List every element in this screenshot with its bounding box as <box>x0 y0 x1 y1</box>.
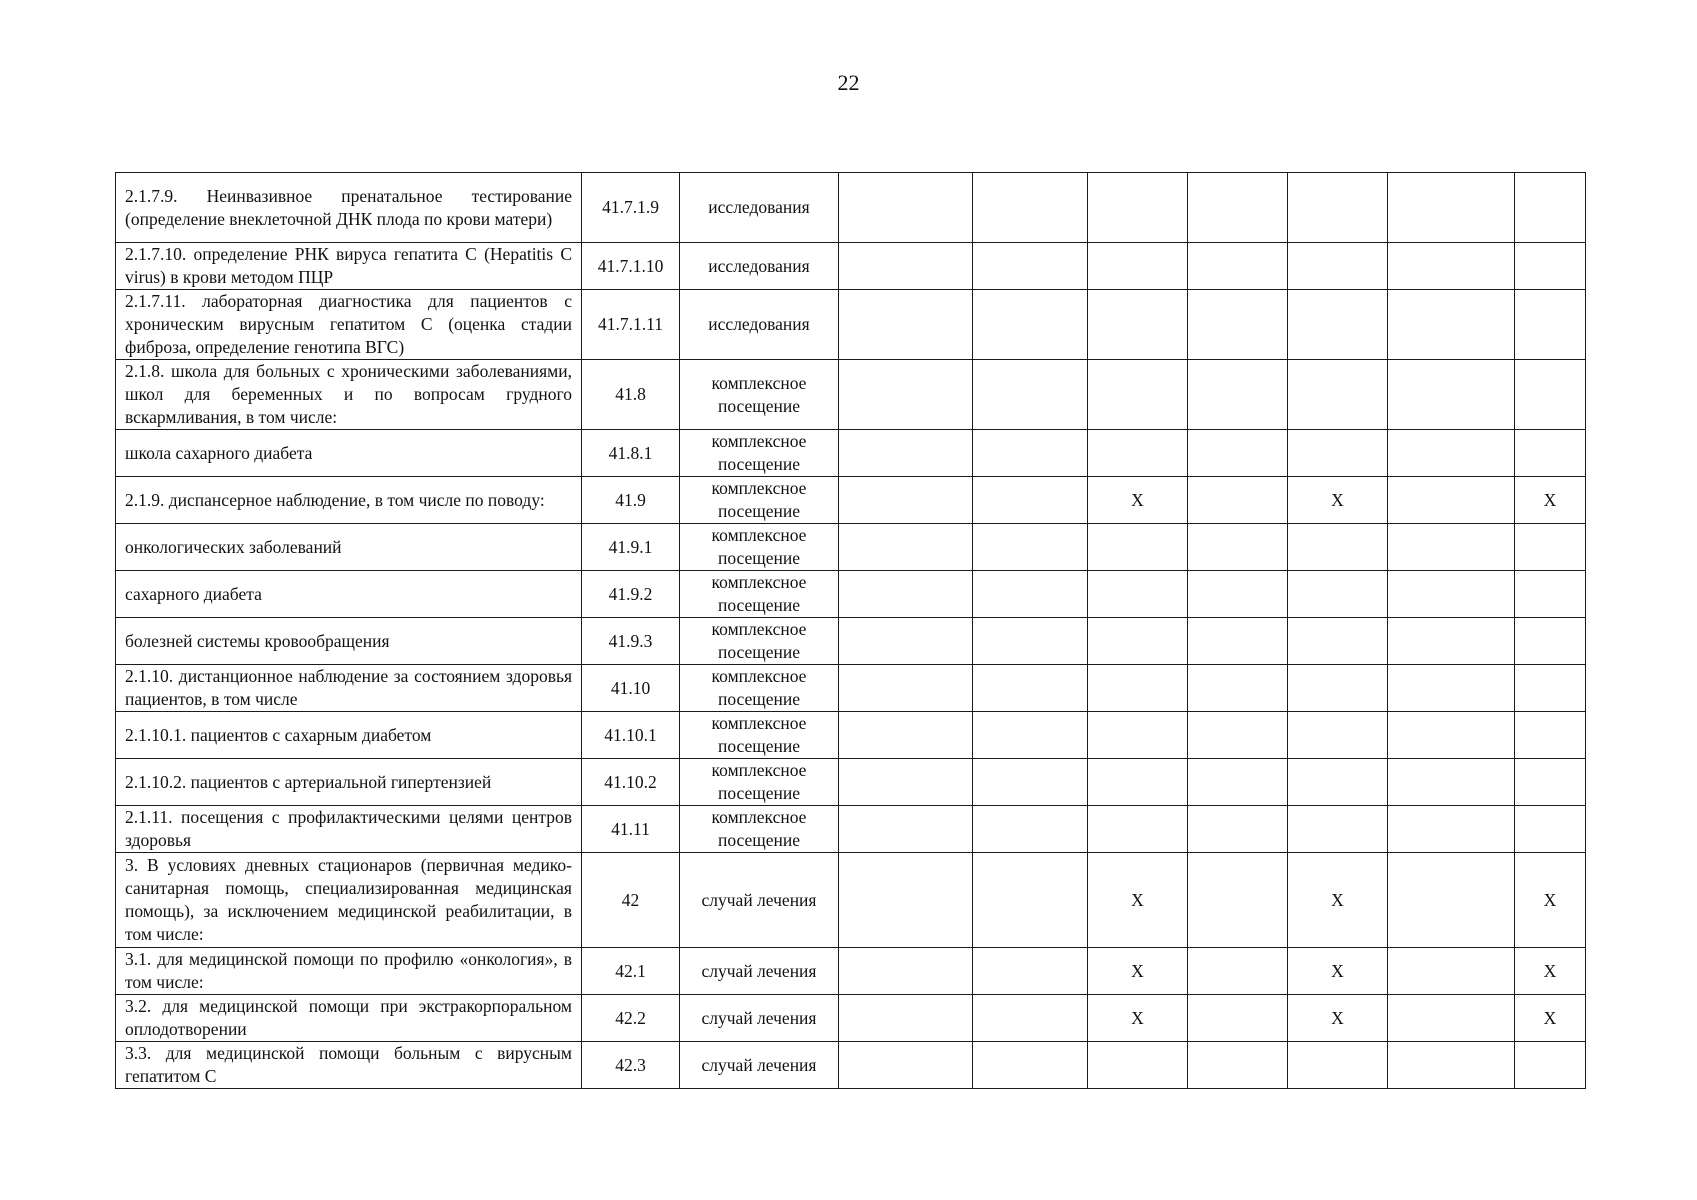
value-cell <box>1288 759 1388 806</box>
row-unit-cell: исследования <box>680 173 839 243</box>
value-cell <box>1515 759 1586 806</box>
value-cell <box>1388 759 1515 806</box>
row-code-cell: 41.7.1.11 <box>582 290 680 360</box>
table-row <box>116 430 1586 477</box>
row-code-cell: 41.7.1.9 <box>582 173 680 243</box>
value-cell <box>973 759 1088 806</box>
row-name-cell: 2.1.7.9. Неинвазивное пренатальное тестирование (определение внеклеточной ДНК плода по крови матери) <box>116 173 582 243</box>
row-code-cell: 41.10.1 <box>582 712 680 759</box>
value-cell <box>1515 618 1586 665</box>
value-cell <box>1515 524 1586 571</box>
row-code-cell: 42.1 <box>582 948 680 995</box>
value-cell <box>1088 571 1188 618</box>
row-unit-cell: исследования <box>680 290 839 360</box>
value-cell: Х <box>1088 948 1188 995</box>
value-cell <box>1288 571 1388 618</box>
value-cell <box>1088 1042 1188 1089</box>
row-unit-cell: комплексное посещение <box>680 571 839 618</box>
value-cell <box>1088 806 1188 853</box>
row-code-cell: 41.8 <box>582 360 680 430</box>
row-code-cell: 42.3 <box>582 1042 680 1089</box>
table-row <box>116 571 1586 618</box>
value-cell <box>1188 243 1288 290</box>
value-cell: Х <box>1288 995 1388 1042</box>
table-row <box>116 360 1586 430</box>
table-row <box>116 712 1586 759</box>
value-cell <box>1188 524 1288 571</box>
row-code-cell: 42.2 <box>582 995 680 1042</box>
row-name-cell: 2.1.7.10. определение РНК вируса гепатита С (Hepatitis C virus) в крови методом ПЦР <box>116 243 582 290</box>
value-cell <box>1088 759 1188 806</box>
row-name-cell: 2.1.10.2. пациентов с артериальной гипертензией <box>116 759 582 806</box>
value-cell <box>1515 243 1586 290</box>
data-table <box>115 172 1586 1089</box>
value-cell <box>973 571 1088 618</box>
value-cell <box>1088 360 1188 430</box>
value-cell <box>973 995 1088 1042</box>
row-name-cell: 2.1.7.11. лабораторная диагностика для пациентов с хроническим вирусным гепатитом С (оценка стадии фиброза, определение генотипа ВГС) <box>116 290 582 360</box>
value-cell <box>1388 618 1515 665</box>
value-cell <box>1388 1042 1515 1089</box>
value-cell <box>1388 173 1515 243</box>
value-cell <box>839 360 973 430</box>
row-unit-cell: комплексное посещение <box>680 477 839 524</box>
value-cell: Х <box>1288 948 1388 995</box>
row-code-cell: 41.11 <box>582 806 680 853</box>
value-cell <box>1515 173 1586 243</box>
value-cell <box>1388 477 1515 524</box>
row-code-cell: 41.10 <box>582 665 680 712</box>
value-cell <box>1388 524 1515 571</box>
value-cell: Х <box>1515 853 1586 948</box>
table-row <box>116 995 1586 1042</box>
value-cell <box>1515 806 1586 853</box>
value-cell <box>1388 243 1515 290</box>
row-unit-cell: комплексное посещение <box>680 360 839 430</box>
value-cell <box>1188 759 1288 806</box>
value-cell <box>1288 712 1388 759</box>
value-cell <box>839 618 973 665</box>
value-cell <box>973 290 1088 360</box>
row-code-cell: 41.9.1 <box>582 524 680 571</box>
row-unit-cell: комплексное посещение <box>680 712 839 759</box>
page-number: 22 <box>837 70 860 95</box>
row-code-cell: 41.9 <box>582 477 680 524</box>
value-cell <box>839 477 973 524</box>
value-cell <box>1088 173 1188 243</box>
row-unit-cell: случай лечения <box>680 995 839 1042</box>
value-cell <box>839 1042 973 1089</box>
row-name-cell: онкологических заболеваний <box>116 524 582 571</box>
value-cell <box>1388 853 1515 948</box>
table-row <box>116 1042 1586 1089</box>
row-name-cell: 2.1.9. диспансерное наблюдение, в том числе по поводу: <box>116 477 582 524</box>
value-cell <box>1388 712 1515 759</box>
value-cell <box>1188 665 1288 712</box>
value-cell <box>1088 524 1188 571</box>
value-cell <box>973 360 1088 430</box>
row-name-cell: 3. В условиях дневных стационаров (первичная медико-санитарная помощь, специализированная медицинская помощь), за исключением медицинской реабилитации, в том числе: <box>116 853 582 948</box>
value-cell <box>1288 618 1388 665</box>
table-row <box>116 243 1586 290</box>
value-cell <box>1088 618 1188 665</box>
value-cell <box>1188 618 1288 665</box>
value-cell <box>1515 430 1586 477</box>
value-cell <box>1515 665 1586 712</box>
value-cell: Х <box>1088 477 1188 524</box>
table-row <box>116 665 1586 712</box>
value-cell <box>973 618 1088 665</box>
value-cell <box>1388 290 1515 360</box>
row-unit-cell: комплексное посещение <box>680 759 839 806</box>
value-cell <box>1288 243 1388 290</box>
value-cell <box>1388 995 1515 1042</box>
value-cell <box>1188 995 1288 1042</box>
row-unit-cell: исследования <box>680 243 839 290</box>
value-cell <box>1388 430 1515 477</box>
value-cell <box>1288 524 1388 571</box>
value-cell <box>1188 290 1288 360</box>
row-name-cell: 2.1.10. дистанционное наблюдение за состоянием здоровья пациентов, в том числе <box>116 665 582 712</box>
value-cell <box>1188 712 1288 759</box>
value-cell <box>1388 806 1515 853</box>
row-name-cell: школа сахарного диабета <box>116 430 582 477</box>
table-row <box>116 618 1586 665</box>
row-code-cell: 41.10.2 <box>582 759 680 806</box>
value-cell <box>973 1042 1088 1089</box>
value-cell <box>839 806 973 853</box>
value-cell: Х <box>1288 477 1388 524</box>
value-cell: Х <box>1088 995 1188 1042</box>
value-cell <box>1188 571 1288 618</box>
table-row <box>116 948 1586 995</box>
row-name-cell: 3.1. для медицинской помощи по профилю «онкология», в том числе: <box>116 948 582 995</box>
value-cell <box>839 243 973 290</box>
value-cell <box>1288 430 1388 477</box>
value-cell <box>1388 571 1515 618</box>
row-name-cell: 2.1.8. школа для больных с хроническими заболеваниями, школ для беременных и по вопросам грудного вскармливания, в том числе: <box>116 360 582 430</box>
row-unit-cell: комплексное посещение <box>680 524 839 571</box>
value-cell <box>1388 665 1515 712</box>
value-cell <box>1515 712 1586 759</box>
row-code-cell: 41.9.2 <box>582 571 680 618</box>
value-cell <box>973 665 1088 712</box>
table-row <box>116 759 1586 806</box>
table-row <box>116 524 1586 571</box>
row-code-cell: 41.7.1.10 <box>582 243 680 290</box>
value-cell <box>1388 948 1515 995</box>
value-cell <box>1088 430 1188 477</box>
row-unit-cell: комплексное посещение <box>680 665 839 712</box>
row-unit-cell: случай лечения <box>680 948 839 995</box>
value-cell: Х <box>1288 853 1388 948</box>
value-cell <box>1088 243 1188 290</box>
value-cell <box>839 948 973 995</box>
value-cell <box>1088 712 1188 759</box>
row-unit-cell: комплексное посещение <box>680 430 839 477</box>
value-cell <box>1188 806 1288 853</box>
row-name-cell: 3.2. для медицинской помощи при экстракорпоральном оплодотворении <box>116 995 582 1042</box>
table-row <box>116 806 1586 853</box>
value-cell <box>839 759 973 806</box>
value-cell <box>1515 290 1586 360</box>
value-cell <box>973 853 1088 948</box>
value-cell <box>1088 290 1188 360</box>
value-cell <box>839 712 973 759</box>
value-cell <box>973 430 1088 477</box>
value-cell <box>1188 1042 1288 1089</box>
value-cell: Х <box>1088 853 1188 948</box>
table-row <box>116 477 1586 524</box>
value-cell <box>973 524 1088 571</box>
value-cell <box>1188 430 1288 477</box>
value-cell <box>839 853 973 948</box>
value-cell <box>973 806 1088 853</box>
value-cell <box>973 477 1088 524</box>
value-cell <box>1388 360 1515 430</box>
row-unit-cell: случай лечения <box>680 853 839 948</box>
value-cell <box>1288 806 1388 853</box>
value-cell <box>1288 1042 1388 1089</box>
value-cell <box>1188 173 1288 243</box>
row-name-cell: 3.3. для медицинской помощи больным с вирусным гепатитом С <box>116 1042 582 1089</box>
value-cell <box>1188 948 1288 995</box>
row-code-cell: 41.8.1 <box>582 430 680 477</box>
row-unit-cell: комплексное посещение <box>680 806 839 853</box>
row-code-cell: 41.9.3 <box>582 618 680 665</box>
row-unit-cell: комплексное посещение <box>680 618 839 665</box>
table-row <box>116 290 1586 360</box>
row-name-cell: сахарного диабета <box>116 571 582 618</box>
value-cell <box>1288 290 1388 360</box>
value-cell <box>1188 477 1288 524</box>
value-cell <box>973 243 1088 290</box>
value-cell <box>839 173 973 243</box>
value-cell <box>1088 665 1188 712</box>
value-cell <box>839 290 973 360</box>
value-cell <box>839 524 973 571</box>
value-cell <box>1515 1042 1586 1089</box>
value-cell: Х <box>1515 948 1586 995</box>
row-unit-cell: случай лечения <box>680 1042 839 1089</box>
row-name-cell: болезней системы кровообращения <box>116 618 582 665</box>
value-cell: Х <box>1515 477 1586 524</box>
value-cell <box>973 948 1088 995</box>
value-cell <box>973 712 1088 759</box>
value-cell <box>1288 173 1388 243</box>
value-cell <box>839 665 973 712</box>
value-cell <box>1288 360 1388 430</box>
table-row <box>116 173 1586 243</box>
table-row <box>116 853 1586 948</box>
row-code-cell: 42 <box>582 853 680 948</box>
value-cell <box>1515 571 1586 618</box>
value-cell <box>1515 360 1586 430</box>
row-name-cell: 2.1.10.1. пациентов с сахарным диабетом <box>116 712 582 759</box>
value-cell <box>839 430 973 477</box>
value-cell <box>839 571 973 618</box>
value-cell <box>1288 665 1388 712</box>
row-name-cell: 2.1.11. посещения с профилактическими целями центров здоровья <box>116 806 582 853</box>
value-cell <box>1188 853 1288 948</box>
value-cell: Х <box>1515 995 1586 1042</box>
value-cell <box>973 173 1088 243</box>
value-cell <box>1188 360 1288 430</box>
value-cell <box>839 995 973 1042</box>
